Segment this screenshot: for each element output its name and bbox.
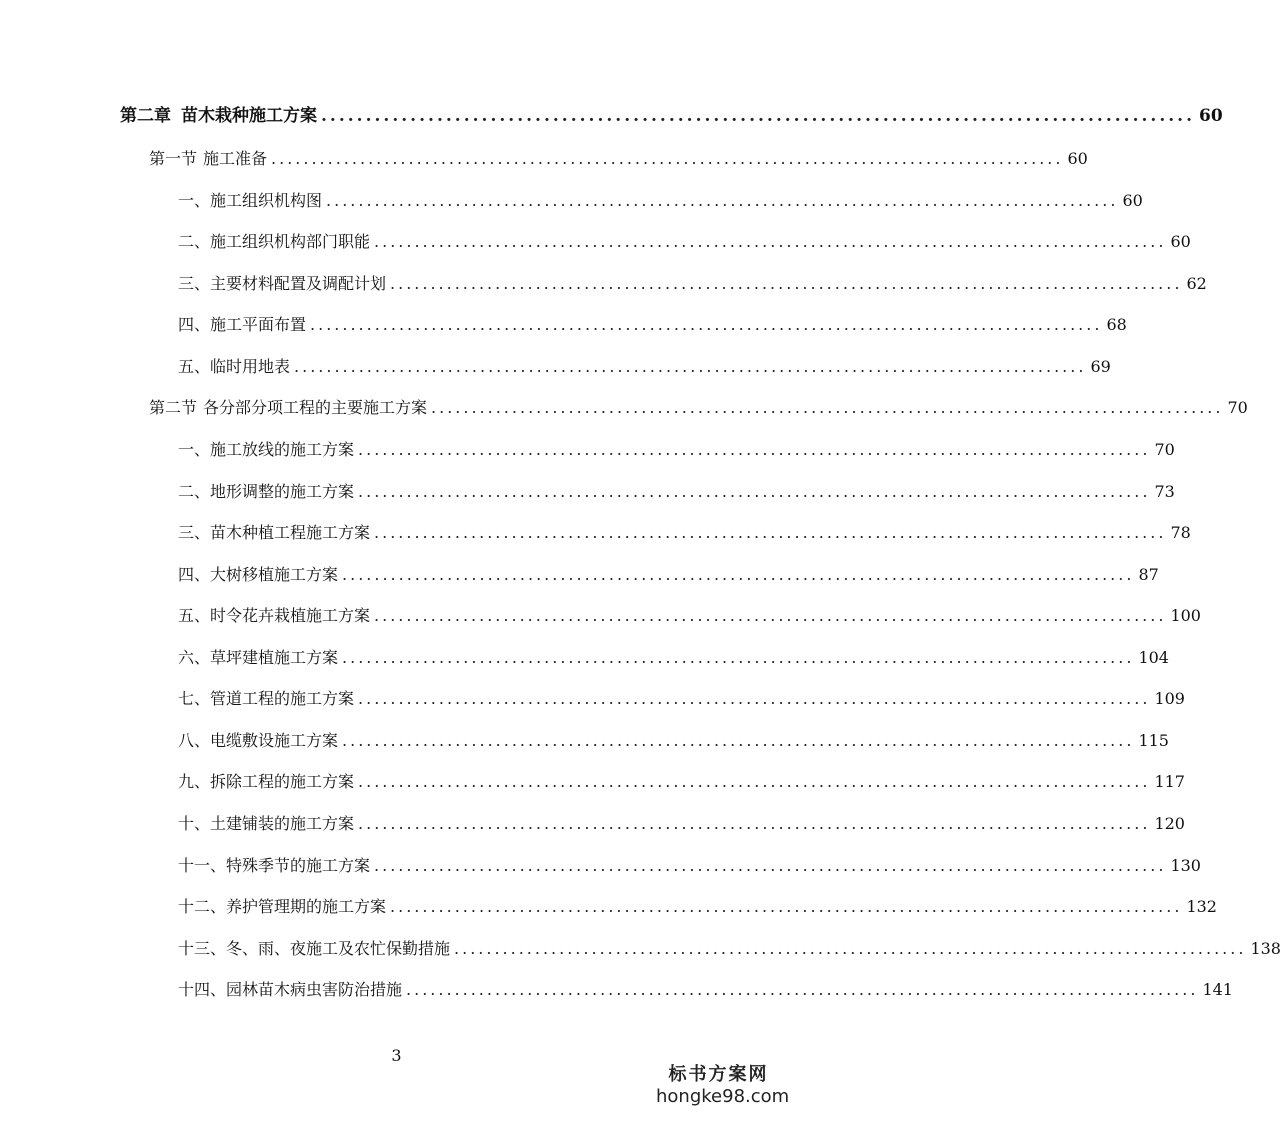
toc-page-number: 60	[1170, 232, 1191, 251]
item-title: 五、时令花卉栽植施工方案	[178, 606, 371, 625]
toc-page-number: 138	[1250, 939, 1281, 958]
toc-page-number: 130	[1170, 856, 1201, 875]
item-title: 五、临时用地表	[178, 357, 291, 376]
item-title: 四、施工平面布置	[178, 315, 307, 334]
toc-entry-item[interactable]	[178, 274, 1207, 294]
item-title: 十四、园林苗木病虫害防治措施	[178, 980, 403, 999]
dot-leader: ..................................................................................................	[342, 648, 1135, 667]
toc-entry-section-2[interactable]	[149, 398, 1248, 418]
toc-entry-item[interactable]	[178, 565, 1159, 585]
toc-entry-item[interactable]	[178, 482, 1175, 502]
dot-leader: ..................................................................................................	[374, 523, 1167, 542]
toc-entry-item[interactable]	[178, 315, 1127, 335]
item-title: 四、大树移植施工方案	[178, 565, 339, 584]
item-title: 三、主要材料配置及调配计划	[178, 274, 387, 293]
toc-page-number: 104	[1138, 648, 1169, 667]
toc-entry-item[interactable]	[178, 232, 1191, 252]
toc-entry-item[interactable]	[178, 606, 1201, 626]
toc-page-number: 60	[1122, 191, 1143, 210]
toc-page-number: 69	[1090, 357, 1111, 376]
item-title: 七、管道工程的施工方案	[178, 689, 355, 708]
dot-leader: ..................................................................................................	[390, 274, 1183, 293]
dot-leader: ..................................................................................................	[390, 897, 1183, 916]
item-title: 十二、养护管理期的施工方案	[178, 897, 387, 916]
toc-page-number: 141	[1202, 980, 1233, 999]
section-title: 各分部分项工程的主要施工方案	[203, 398, 428, 417]
item-title: 九、拆除工程的施工方案	[178, 772, 355, 791]
dot-leader: ..................................................................................................	[374, 856, 1167, 875]
item-title: 二、地形调整的施工方案	[178, 482, 355, 501]
dot-leader: ..................................................................................................	[310, 315, 1103, 334]
toc-page-number: 78	[1170, 523, 1191, 542]
toc-entry-item[interactable]	[178, 357, 1111, 377]
section-number: 第二节	[149, 398, 198, 417]
dot-leader: ..................................................................................................	[358, 772, 1151, 791]
toc-entry-item[interactable]	[178, 191, 1143, 211]
dot-leader: ..................................................................................................	[326, 191, 1119, 210]
item-title: 十三、冬、雨、夜施工及农忙保勤措施	[178, 939, 451, 958]
dot-leader: ..................................................................................................	[321, 106, 1196, 126]
dot-leader: ..................................................................................................	[431, 398, 1224, 417]
toc-page-number: 132	[1186, 897, 1217, 916]
toc-entry-item[interactable]	[178, 856, 1201, 876]
toc-page-number: 117	[1154, 772, 1185, 791]
chapter-number: 第二章	[120, 106, 171, 126]
toc-page-number: 70	[1227, 398, 1248, 417]
dot-leader: ..................................................................................................	[406, 980, 1199, 999]
item-title: 八、电缆敷设施工方案	[178, 731, 339, 750]
toc-entry-item[interactable]	[178, 648, 1169, 668]
dot-leader: ..................................................................................................	[358, 814, 1151, 833]
section-number: 第一节	[149, 149, 198, 168]
item-title: 一、施工放线的施工方案	[178, 440, 355, 459]
watermark-logo	[656, 1064, 790, 1108]
dot-leader: ..................................................................................................	[374, 606, 1167, 625]
dot-leader: ..................................................................................................	[358, 689, 1151, 708]
item-title: 三、苗木种植工程施工方案	[178, 523, 371, 542]
section-title: 施工准备	[203, 149, 268, 168]
toc-page-number: 100	[1170, 606, 1201, 625]
dot-leader: ..................................................................................................	[358, 482, 1151, 501]
toc-entry-item[interactable]	[178, 772, 1185, 792]
toc-entry-item[interactable]	[178, 897, 1217, 917]
dot-leader: ..................................................................................................	[454, 939, 1247, 958]
item-title: 十、土建铺装的施工方案	[178, 814, 355, 833]
dot-leader: ..................................................................................................	[271, 149, 1064, 168]
toc-entry-section-1[interactable]	[149, 149, 1088, 169]
toc-entry-item[interactable]	[178, 980, 1233, 1000]
toc-page-number: 120	[1154, 814, 1185, 833]
item-title: 一、施工组织机构图	[178, 191, 323, 210]
toc-page-number: 68	[1106, 315, 1127, 334]
toc-page-number: 60	[1067, 149, 1088, 168]
toc-page-number: 115	[1138, 731, 1169, 750]
toc-page-number: 109	[1154, 689, 1185, 708]
item-title: 六、草坪建植施工方案	[178, 648, 339, 667]
dot-leader: ..................................................................................................	[294, 357, 1087, 376]
toc-entry-item[interactable]	[178, 939, 1281, 959]
toc-page-number: 62	[1186, 274, 1207, 293]
dot-leader: ..................................................................................................	[374, 232, 1167, 251]
watermark-url: hongke98.com	[656, 1086, 790, 1107]
watermark-name: 标书方案网	[668, 1064, 769, 1085]
toc-entry-item[interactable]	[178, 814, 1185, 834]
dot-leader: ..................................................................................................	[342, 731, 1135, 750]
toc-page-number: 60	[1199, 106, 1223, 126]
toc-page-number: 70	[1154, 440, 1175, 459]
dot-leader: ..................................................................................................	[342, 565, 1135, 584]
page-number: 3	[391, 1046, 402, 1065]
toc-page-number: 87	[1138, 565, 1159, 584]
toc-entry-chapter-2[interactable]	[120, 106, 1223, 126]
chapter-title: 苗木栽种施工方案	[181, 106, 317, 126]
toc-entry-item[interactable]	[178, 440, 1175, 460]
item-title: 十一、特殊季节的施工方案	[178, 856, 371, 875]
toc-entry-item[interactable]	[178, 731, 1169, 751]
item-title: 二、施工组织机构部门职能	[178, 232, 371, 251]
toc-entry-item[interactable]	[178, 689, 1185, 709]
dot-leader: ..................................................................................................	[358, 440, 1151, 459]
toc-page-number: 73	[1154, 482, 1175, 501]
toc-entry-item[interactable]	[178, 523, 1191, 543]
